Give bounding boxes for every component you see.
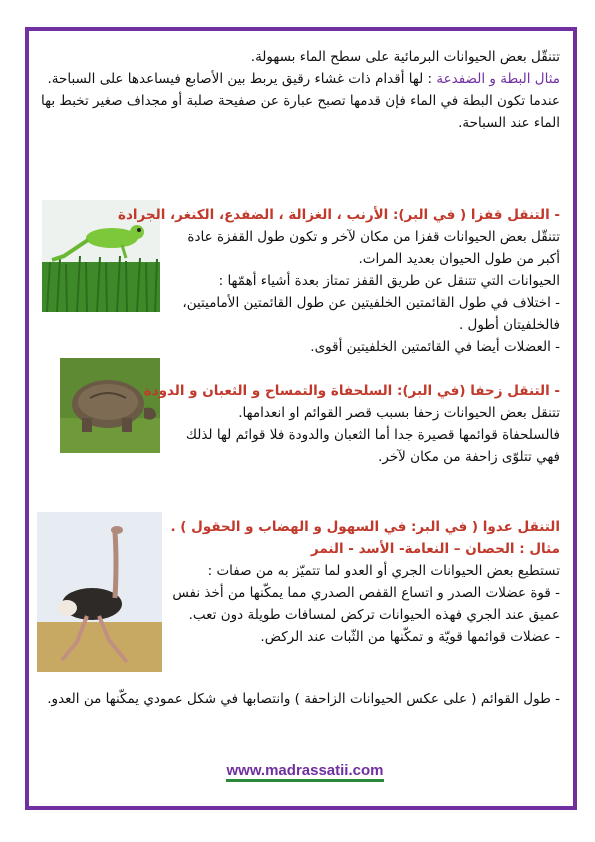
- running-paragraph-2: - قوة عضلات الصدر و اتساع القفص الصدري مما يمكّنها من أخذ نفس عميق عند الجري فهذه الحيوانات تركض لمسافات طويلة دون تعب.: [172, 585, 560, 623]
- running-body-wide: [40, 688, 560, 710]
- amphibians-example: [40, 68, 560, 90]
- duck-paragraph: عندما تكون البطة في الماء فإن قدمها تصبح عبارة عن صفيحة صلبة أو مجداف صغير تخبط بها الماء عند السباحة.: [41, 93, 560, 131]
- url-text[interactable]: www.madrassatii.com: [226, 762, 383, 782]
- running-paragraph-1: تستطيع بعض الحيوانات الجري أو العدو لما تتميّز به من صفات :: [207, 563, 560, 579]
- running-paragraph-3: - عضلات قوائمها قويّة و تمكّنها من الثّبات عند الركض.: [260, 629, 560, 645]
- example-text: : لها أقدام ذات غشاء رقيق يربط بين الأصابع فيساعدها على السباحة.: [47, 71, 437, 87]
- amphibians-intro: تتنقّل بعض الحيوانات البرمائية على سطح الماء بسهولة.: [250, 49, 560, 65]
- example-label: مثال البطة و الضفدعة: [436, 71, 560, 87]
- jumping-paragraph-4: - العضلات أيضا في القائمتين الخلفيتين أقوى.: [310, 339, 560, 355]
- tortoise-image: [60, 358, 160, 453]
- running-section: [40, 516, 560, 560]
- crawling-paragraph-1: تتنقل بعض الحيوانات زحفا بسبب قصر القوائم او انعدامها.: [238, 405, 560, 421]
- running-heading: التنقل عدوا ( في البر: في السهول و الهضاب و الحقول ) .: [170, 519, 560, 535]
- amphibians-section: [40, 46, 560, 134]
- jumping-paragraph-3: - اختلاف في طول القائمتين الخلفيتين عن طول القائمتين الأماميتين، فالخلفيتان أطول .: [182, 295, 560, 333]
- crawling-heading: - التنقل زحفا (في البر): السلحفاة والتمساح و الثعبان و الدودة: [143, 383, 560, 399]
- tortoise-illustration: [60, 358, 160, 453]
- crawling-section: [143, 380, 560, 468]
- jumping-paragraph-2: الحيوانات التي تتنقل عن طريق القفز تمتاز بعدة أشياء أهمّها :: [218, 273, 560, 289]
- website-url[interactable]: [210, 762, 400, 779]
- jumping-paragraph-1: تتنقّل بعض الحيوانات قفزا من مكان لآخر و تكون طول القفزة عادة أكبر من طول الحيوان بعديد المرات.: [187, 229, 560, 267]
- crawling-paragraph-2: فالسلحفاة قوائمها قصيرة جدا أما الثعبان والدودة فلا قوائم لها لذلك فهي تتلوّى زاحفة من مكان لآخر.: [185, 427, 560, 465]
- running-example: مثال : الحصان – النعامة- الأسد - النمر: [310, 541, 560, 557]
- running-paragraph-4: - طول القوائم ( على عكس الحيوانات الزاحفة ) وانتصابها في شكل عمودي يمكّنها من العدو.: [47, 691, 560, 707]
- running-body: [165, 560, 560, 648]
- jumping-heading: - التنقل قفزا ( في البر): الأرنب ، الغزالة ، الضفدع، الكنغر، الجرادة: [118, 207, 560, 223]
- jumping-section: [118, 204, 560, 358]
